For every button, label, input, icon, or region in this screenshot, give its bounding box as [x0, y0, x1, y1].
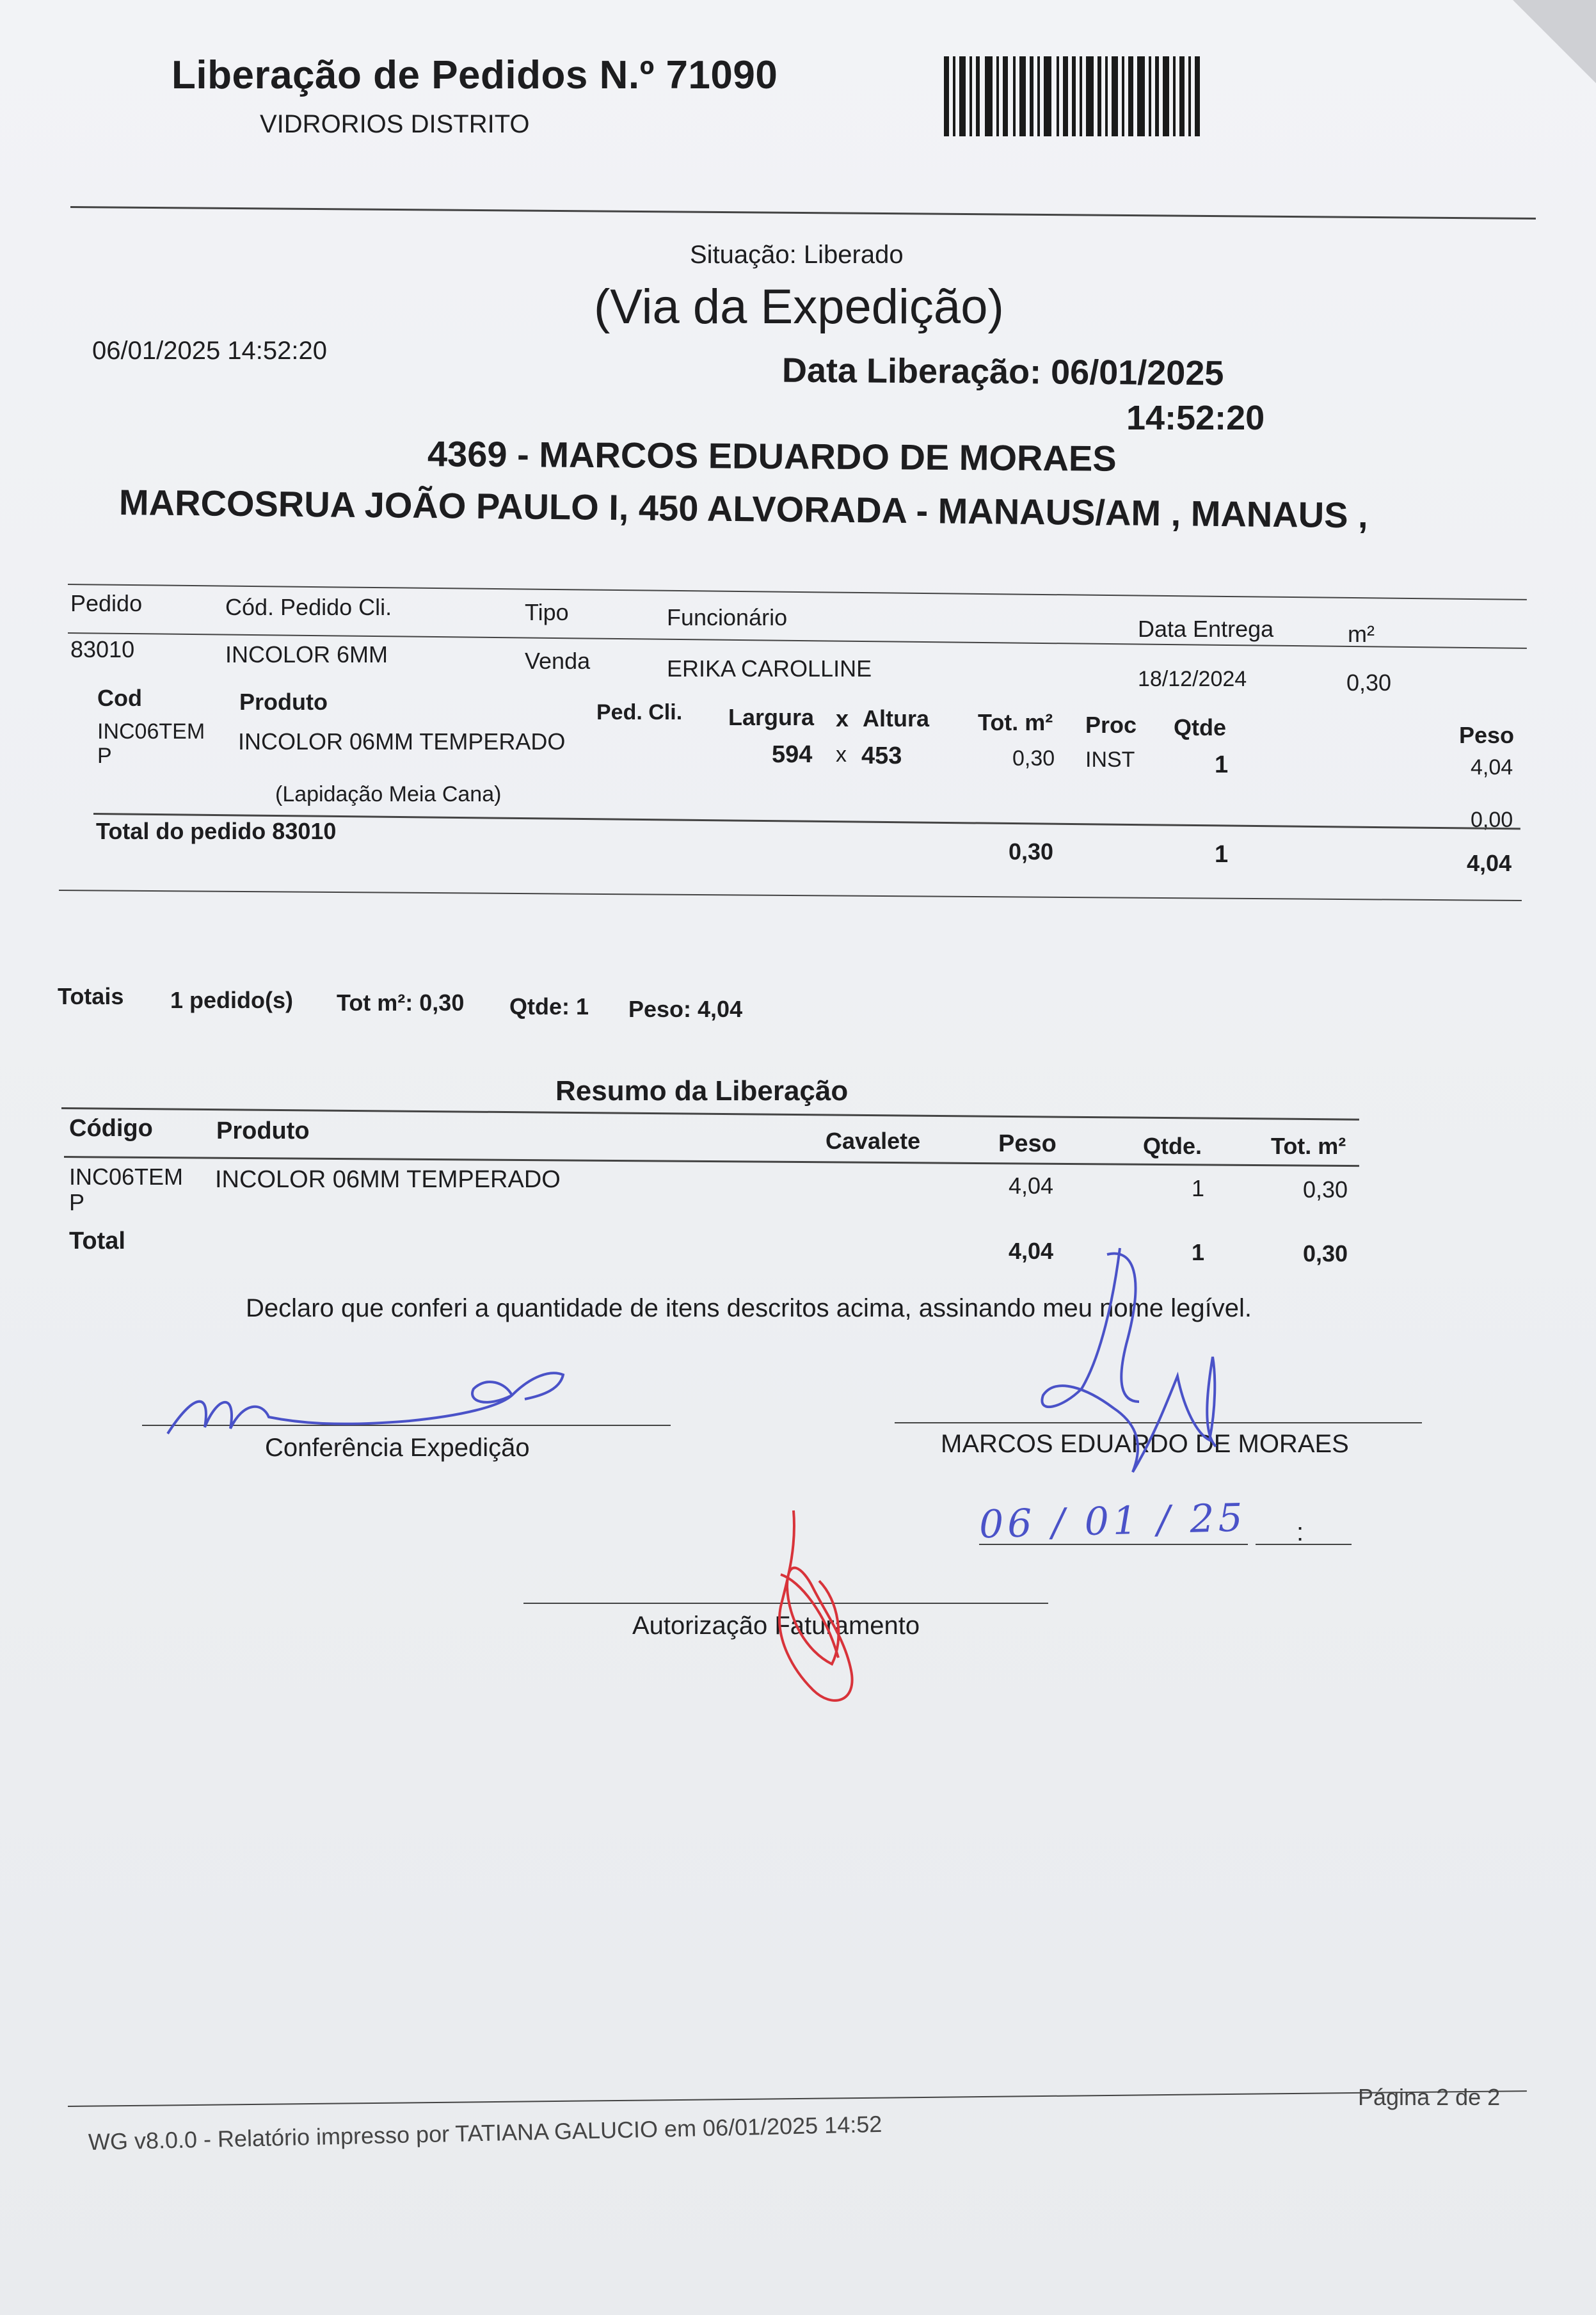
- footer-page-number: Página 2 de 2: [1358, 2084, 1501, 2110]
- order-data-entrega: 18/12/2024: [1138, 667, 1247, 691]
- summary-row-qtde: 1: [1192, 1175, 1205, 1201]
- item-cod-line2: P: [97, 744, 112, 768]
- item-qtde: 1: [1215, 751, 1229, 778]
- signature-label-conferencia: Conferência Expedição: [265, 1434, 530, 1462]
- item-cod-line1: INC06TEM: [97, 719, 205, 744]
- item-header-tot-m2: Tot. m²: [978, 709, 1053, 735]
- item-header-qtde: Qtde: [1174, 714, 1227, 741]
- col-header-pedido: Pedido: [70, 590, 143, 616]
- summary-header-cavalete: Cavalete: [826, 1128, 921, 1154]
- item-x: x: [836, 742, 847, 767]
- summary-row-produto: INCOLOR 06MM TEMPERADO: [215, 1166, 561, 1193]
- handwritten-date: 06 / 01 / 25: [978, 1495, 1247, 1548]
- document-title: Liberação de Pedidos N.º 71090: [172, 53, 778, 97]
- item-header-altura: Altura: [863, 705, 930, 732]
- order-total-m2: 0,30: [1009, 838, 1054, 865]
- summary-row-tot-m2: 0,30: [1303, 1176, 1348, 1203]
- item-header-largura: Largura: [728, 704, 815, 730]
- item-tot-m2: 0,30: [1012, 746, 1055, 771]
- col-header-data-entrega: Data Entrega: [1138, 616, 1274, 642]
- release-time: 14:52:20: [1126, 399, 1265, 437]
- company-name: VIDRORIOS DISTRITO: [260, 110, 530, 138]
- order-total-label: Total do pedido 83010: [96, 818, 337, 844]
- col-header-funcionario: Funcionário: [667, 604, 788, 630]
- item-header-peso: Peso: [1459, 722, 1515, 748]
- order-cod-pedido-cli: INCOLOR 6MM: [225, 641, 388, 668]
- summary-total-qtde: 1: [1192, 1239, 1205, 1265]
- item-largura: 594: [772, 741, 813, 768]
- item-produto: INCOLOR 06MM TEMPERADO: [238, 728, 566, 755]
- signature-label-autorizacao: Autorização Faturamento: [632, 1612, 920, 1640]
- order-total-qtde: 1: [1215, 841, 1229, 868]
- totals-qtde: Qtde: 1: [509, 993, 589, 1020]
- item-header-produto: Produto: [239, 689, 328, 715]
- col-header-m2: m²: [1348, 621, 1375, 647]
- summary-header-peso: Peso: [998, 1130, 1057, 1157]
- totals-label: Totais: [58, 983, 124, 1009]
- order-m2: 0,30: [1346, 669, 1392, 696]
- summary-total-peso: 4,04: [1009, 1238, 1054, 1264]
- release-date: Data Liberação: 06/01/2025: [781, 351, 1224, 393]
- col-header-cod-pedido-cli: Cód. Pedido Cli.: [225, 594, 392, 620]
- item-header-ped-cli: Ped. Cli.: [596, 700, 683, 725]
- col-header-tipo: Tipo: [525, 599, 569, 625]
- status-text: Situação: Liberado: [690, 241, 904, 269]
- summary-row-peso: 4,04: [1009, 1173, 1054, 1199]
- item-proc: INST: [1085, 748, 1135, 772]
- client-name: 4369 - MARCOS EDUARDO DE MORAES: [427, 433, 1117, 479]
- item-process-note: (Lapidação Meia Cana): [275, 782, 502, 806]
- totals-peso: Peso: 4,04: [628, 996, 743, 1022]
- order-pedido: 83010: [70, 636, 135, 662]
- summary-row-codigo-line1: INC06TEM: [69, 1164, 184, 1190]
- totals-pedidos: 1 pedido(s): [170, 987, 294, 1013]
- item-peso: 4,04: [1471, 755, 1513, 780]
- order-tipo: Venda: [525, 648, 591, 674]
- print-datetime: 06/01/2025 14:52:20: [92, 337, 328, 365]
- order-funcionario: ERIKA CAROLLINE: [667, 655, 872, 682]
- summary-row-codigo-line2: P: [69, 1189, 85, 1215]
- summary-total-tot-m2: 0,30: [1303, 1240, 1348, 1267]
- time-separator: :: [1297, 1518, 1304, 1546]
- summary-header-produto: Produto: [216, 1117, 310, 1144]
- summary-header-qtde: Qtde.: [1143, 1133, 1202, 1159]
- summary-title: Resumo da Liberação: [555, 1075, 849, 1107]
- via-title: (Via da Expedição): [594, 280, 1004, 334]
- item-note-peso: 0,00: [1471, 808, 1513, 832]
- item-header-cod: Cod: [97, 685, 142, 711]
- summary-header-tot-m2: Tot. m²: [1271, 1133, 1346, 1159]
- summary-header-codigo: Código: [69, 1115, 153, 1142]
- declaration-text: Declaro que conferi a quantidade de itens descritos acima, assinando meu nome legível.: [246, 1294, 1252, 1322]
- item-header-proc: Proc: [1085, 712, 1137, 738]
- summary-total-label: Total: [69, 1228, 125, 1254]
- order-total-peso: 4,04: [1467, 850, 1512, 876]
- signature-label-client: MARCOS EDUARDO DE MORAES: [941, 1430, 1349, 1458]
- footer-printed-by: WG v8.0.0 - Relatório impresso por TATIANA GALUCIO em 06/01/2025 14:52: [88, 2110, 882, 2155]
- item-altura: 453: [861, 742, 902, 769]
- client-address: MARCOSRUA JOÃO PAULO I, 450 ALVORADA - MANAUS/AM , MANAUS ,: [118, 482, 1369, 536]
- item-header-x: x: [836, 705, 849, 732]
- totals-tot-m2: Tot m²: 0,30: [337, 989, 465, 1016]
